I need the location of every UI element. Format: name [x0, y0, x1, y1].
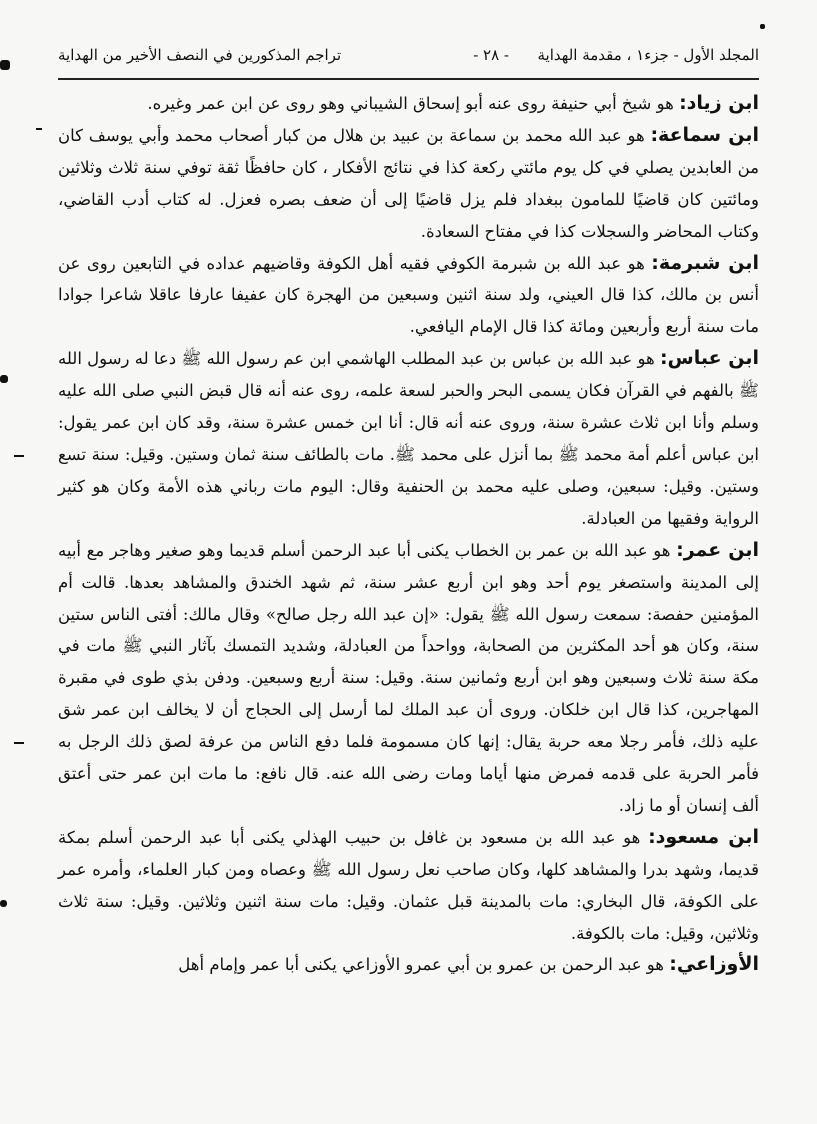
entry-text: هو عبد الله محمد بن سماعة بن عبيد بن هلال من كبار أصحاب محمد وأبي يوسف كان من العابدين يصلي في كل يوم مائتي ركعة كذا في نتائج الأفكار ، كان حافظًا ثقة توفي سنة ثلاث وثلاثين ومائتين كان قاضيًا للمامون ببغداد فلم يزل قاضيًا إلى أن ضعف بصره فعزل. له كتاب أدب القاضي، وكتاب المحاضر والسجلات كذا في مفتاح السعادة.	[58, 125, 759, 241]
scan-speck	[760, 24, 765, 29]
entry-ibn-umar	[58, 535, 759, 822]
entry-text: هو عبد الله بن عمر بن الخطاب يكنى أبا عبد الرحمن أسلم قديما وهو صغير وهاجر مع أبيه إلى المدينة واستصغر يوم أحد وهو ابن أربع عشر سنة، ثم شهد الخندق والمشاهد بعدها. قالت أم المؤمنين حفصة: سمعت رسول الله ﷺ يقول: «إن عبد الله رجل صالح» وقال مالك: أفتى الناس ستين سنة، وكان هو أحد المكثرين من الصحابة، وواحداً من العبادلة، وشديد التمسك بآثار النبي ﷺ مات في مكة سنة ثلاث وسبعين وهو ابن أربع وثمانين سنة. وقيل: سنة أربع وسبعين. ودفن بذي طوى في مقبرة المهاجرين، كذا قال ابن خلكان. وروى أن عبد الملك لما أرسل إلى الحجاج أن لا يخالف ابن عمر شق عليه ذلك، فأمر رجلا معه حربة يقال: إنها كان مسمومة فلما دفع الناس من عرفة لصق ذلك الرجل به فأمر الحربة على قدمه فمرض منها أياما ومات رضى الله عنه. قال نافع: ما مات ابن عمر حتى أعتق ألف إنسان أو ما زاد.	[58, 540, 759, 815]
scan-speck	[0, 60, 10, 70]
scan-speck	[0, 900, 7, 907]
body-text	[58, 88, 759, 981]
entry-name: ابن عمر:	[676, 538, 759, 561]
entry-al-awzai	[58, 949, 759, 981]
entry-ibn-masud	[58, 822, 759, 950]
entry-ibn-shubruma	[58, 248, 759, 344]
page-number: - ٢٨ -	[473, 46, 509, 64]
entry-name: ابن مسعود:	[648, 825, 759, 848]
running-header	[58, 38, 759, 80]
header-section-title: تراجم المذكورين في النصف الأخير من الهداية	[58, 46, 342, 64]
entry-name: ابن سماعة:	[650, 123, 759, 146]
scan-speck	[36, 128, 42, 130]
entry-ibn-abbas	[58, 343, 759, 534]
scan-speck	[0, 375, 8, 383]
entry-text: هو عبد الرحمن بن عمرو بن أبي عمرو الأوزاعي يكنى أبا عمر وإمام أهل	[178, 955, 670, 975]
entry-name: ابن زياد:	[679, 92, 759, 114]
entry-name: الأوزاعي:	[669, 953, 759, 976]
entry-ibn-ziyad	[58, 88, 759, 120]
entry-text: هو عبد الله بن شبرمة الكوفي فقيه أهل الكوفة وقاضيهم عداده في التابعين روى عن أنس بن مالك، كذا قال العيني، ولد سنة اثنين وسبعين من الهجرة كان عفيفا عارفا عاقلا شاعرا جوادا مات سنة أربع وأربعين ومائة كذا قال الإمام اليافعي.	[58, 253, 759, 337]
entry-name: ابن عباس:	[659, 347, 760, 370]
entry-text: هو عبد الله بن مسعود بن غافل بن حبيب الهذلي يكنى أبا عبد الرحمن أسلم بمكة قديما، وشهد بدرا والمشاهد كلها، وكان صاحب نعل رسول الله ﷺ وعصاه ومن كبار العلماء، وأمره عمر على الكوفة، قال البخاري: مات بالمدينة قبل عثمان. وقيل: مات سنة اثنين وثلاثين. وقيل: سنة ثلاث وثلاثين، وقيل: مات بالكوفة.	[58, 827, 759, 943]
entry-name: ابن شبرمة:	[651, 251, 759, 274]
entry-ibn-samaa	[58, 120, 759, 248]
header-volume-info: المجلد الأول - جزء١ ، مقدمة الهداية	[537, 46, 759, 64]
scan-speck	[14, 742, 24, 744]
entry-text: هو شيخ أبي حنيفة روى عنه أبو إسحاق الشيباني وهو روى عن ابن عمر وغيره.	[147, 94, 680, 113]
scan-speck	[14, 455, 24, 457]
entry-text: هو عبد الله بن عباس بن عبد المطلب الهاشمي ابن عم رسول الله ﷺ دعا له رسول الله ﷺ بالفهم في القرآن فكان يسمى البحر والحبر لسعة علمه، روى عنه أنه قال قبض النبي صلى الله عليه وسلم وأنا ابن ثلاث عشرة سنة، وروى عنه أنه قال: أنا ابن خمس عشرة سنة، وقد كان ابن عمر يقول: ابن عباس أعلم أمة محمد ﷺ بما أنزل على محمد ﷺ. مات بالطائف سنة ثمان وستين. وقيل: سنة تسع وستين. وقيل: سبعين، وصلى عليه محمد بن الحنفية وقال: اليوم مات رباني هذه الأمة وكان هو كثير الرواية وفقيها من العبادلة.	[58, 349, 759, 528]
